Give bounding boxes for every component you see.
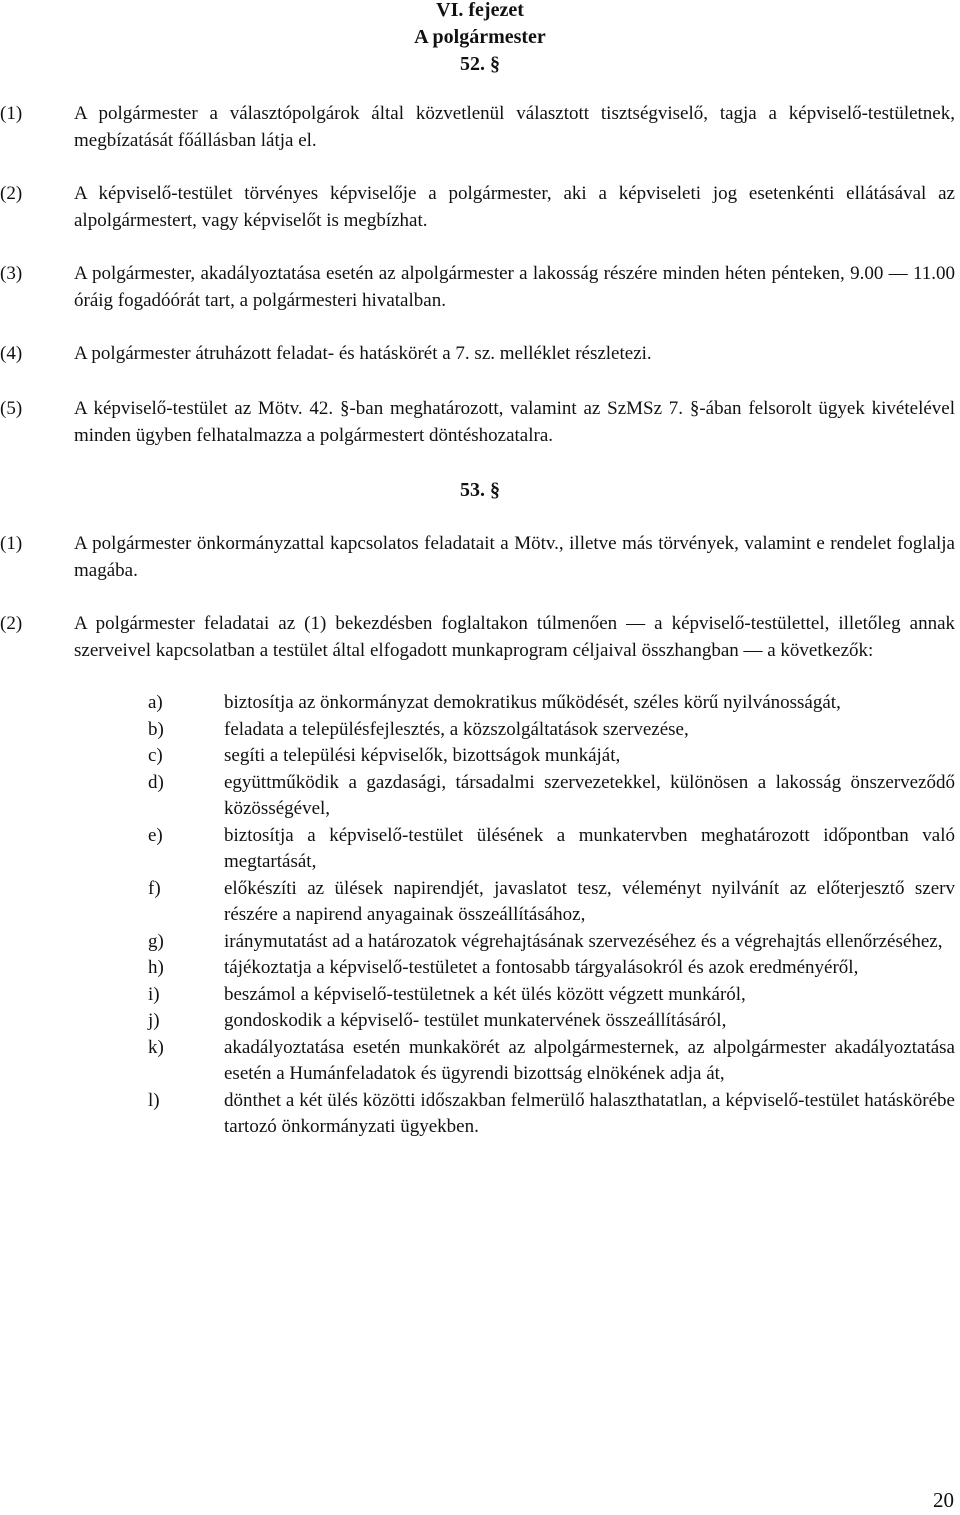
chapter-title: VI. fejezet: [436, 0, 524, 21]
list-item: [0, 690, 955, 717]
paragraph-number: (1): [0, 533, 23, 554]
list-item-letter: d): [148, 771, 164, 793]
list-item-letter: h): [148, 957, 164, 978]
list-item-text: biztosítja az önkormányzat demokratikus működését, széles körű nyilvánosságát,: [224, 692, 841, 713]
page-number: 20: [933, 1488, 954, 1512]
list-item-text: beszámol a képviselő-testületnek a két ülés között végzett munkáról,: [224, 983, 746, 1005]
list-item-letter: i): [148, 983, 160, 1005]
list-item: [0, 1008, 955, 1035]
list-item-text: akadályoztatása esetén munkakörét az alpolgármesternek, az alpolgármester akadályoztatása esetén a Humánfeladatok és ügyrendi bizottság elnökének adja át,: [224, 1036, 955, 1084]
list-item-text: dönthet a két ülés közötti időszakban felmerülő halaszthatatlan, a képviselő-testület hatáskörébe tartozó önkormányzati ügyekben.: [224, 1089, 955, 1137]
chapter-heading: [0, 0, 960, 78]
paragraph-text: A képviselő-testület törvényes képviselője a polgármester, aki a képviseleti jog esetenkénti ellátásával az alpolgármestert, vagy képviselőt is megbízhat.: [74, 183, 955, 231]
paragraph-53-2: [0, 611, 955, 664]
chapter-subtitle: A polgármester: [414, 26, 546, 48]
list-item-text: segíti a települési képviselők, bizottságok munkáját,: [224, 745, 621, 766]
section-53-title: 53. §: [460, 479, 500, 501]
list-item: [0, 876, 955, 929]
list-item: [0, 929, 955, 956]
paragraph-number: (2): [0, 613, 23, 634]
list-item: [0, 823, 955, 876]
list-item: [0, 717, 955, 744]
list-item-letter: g): [148, 930, 164, 952]
paragraph-number: (4): [0, 343, 23, 364]
list-item-text: iránymutatást ad a határozatok végrehajtásának szervezéséhez és a végrehajtás ellenőrzéséhez,: [224, 930, 943, 952]
list-item: [0, 743, 955, 770]
task-list: [0, 690, 955, 1141]
paragraph-53-1: [0, 531, 955, 584]
list-item-text: együttműködik a gazdasági, társadalmi szervezetekkel, különösen a lakosság önszerveződő közösségével,: [224, 771, 955, 819]
section-52-title: 52. §: [460, 53, 500, 75]
paragraph-52-5: [0, 396, 955, 449]
paragraph-text: A polgármester feladatai az (1) bekezdésben foglaltakon túlmenően — a képviselő-testülettel, illetőleg annak szerveivel kapcsolatban a testület által elfogadott munkaprogram céljaival összhangban — a következők:: [74, 613, 955, 661]
list-item: [0, 955, 955, 982]
paragraph-text: A polgármester önkormányzattal kapcsolatos feladatait a Mötv., illetve más törvények, valamint e rendelet foglalja magába.: [74, 533, 955, 581]
paragraph-number: (2): [0, 183, 23, 204]
list-item-letter: f): [148, 877, 161, 899]
paragraph-52-1: [0, 101, 955, 154]
list-item-text: előkészíti az ülések napirendjét, javaslatot tesz, véleményt nyilvánít az előterjesztő szerv részére a napirend anyagainak összeállításához,: [224, 877, 955, 925]
paragraph-number: (5): [0, 398, 23, 419]
list-item-text: feladata a településfejlesztés, a közszolgáltatások szervezése,: [224, 718, 689, 740]
list-item-letter: l): [148, 1089, 160, 1111]
list-item: [0, 1088, 955, 1141]
paragraph-text: A képviselő-testület az Mötv. 42. §-ban meghatározott, valamint az SzMSz 7. §-ában felsorolt ügyek kivételével minden ügyben felhatalmazza a polgármestert döntéshozatalra.: [74, 398, 955, 446]
list-item-text: biztosítja a képviselő-testület ülésének a munkatervben meghatározott időpontban való megtartását,: [224, 824, 955, 872]
list-item-letter: k): [148, 1036, 164, 1058]
paragraph-52-4: [0, 341, 955, 368]
list-item: [0, 770, 955, 823]
paragraph-52-2: [0, 181, 955, 234]
list-item-letter: e): [148, 824, 163, 846]
paragraph-52-3: [0, 261, 955, 314]
list-item-text: gondoskodik a képviselő- testület munkatervének összeállításáról,: [224, 1010, 727, 1031]
list-item: [0, 1035, 955, 1088]
list-item-letter: j): [148, 1010, 160, 1031]
list-item-letter: b): [148, 718, 164, 740]
paragraph-number: (1): [0, 103, 23, 124]
paragraph-text: A polgármester, akadályoztatása esetén az alpolgármester a lakosság részére minden héten pénteken, 9.00 — 11.00 óráig fogadóórát tart, a polgármesteri hivatalban.: [74, 263, 955, 311]
list-item-letter: a): [148, 692, 163, 713]
paragraph-text: A polgármester a választópolgárok által közvetlenül választott tisztségviselő, tagja a képviselő-testületnek, megbízatását főállásban látja el.: [74, 103, 955, 151]
paragraph-text: A polgármester átruházott feladat- és hatáskörét a 7. sz. melléklet részletezi.: [74, 343, 652, 364]
paragraph-number: (3): [0, 263, 23, 284]
list-item: [0, 982, 955, 1009]
list-item-text: tájékoztatja a képviselő-testületet a fontosabb tárgyalásokról és azok eredményéről,: [224, 957, 859, 978]
list-item-letter: c): [148, 745, 163, 766]
